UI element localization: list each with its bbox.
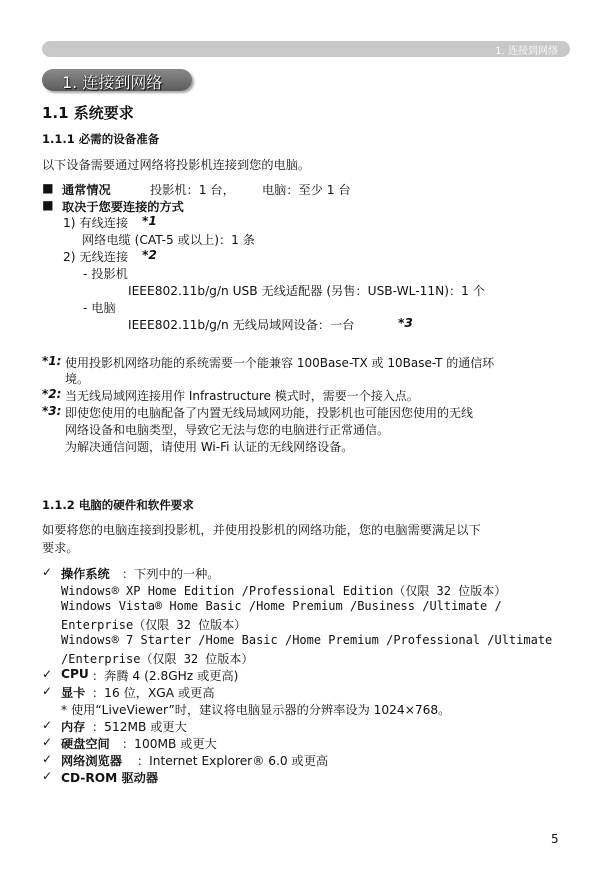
section-title: 1.1 系统要求	[42, 104, 134, 122]
checkmark-icon: ✓	[42, 752, 53, 766]
note-3-line: 网络设备和电脑类型，导致它无法与您的电脑进行正常通信。	[65, 423, 390, 437]
wireless-note-ref: *2	[142, 248, 157, 262]
req-memory-label: 内存	[61, 720, 86, 734]
req-os-line: /Enterprise（仅限 32 位版本）	[61, 652, 254, 666]
running-header-bar	[42, 41, 570, 57]
checkmark-icon: ✓	[42, 735, 53, 749]
req-memory-desc: ：512MB 或更大	[92, 720, 187, 734]
note-3-ref: *3:	[42, 404, 62, 418]
wireless-projector-detail: IEEE802.11b/g/n USB 无线适配器 (另售：USB-WL-11N)：1 个	[128, 284, 485, 298]
chapter-title: 1. 连接到网络	[62, 73, 163, 92]
req-gpu-label: 显卡	[61, 686, 86, 700]
req-disk-desc: ：100MB 或更大	[122, 737, 217, 751]
checkmark-icon: ✓	[42, 565, 53, 579]
sub2-intro-line: 如要将您的电脑连接到投影机，并使用投影机的网络功能，您的电脑需要满足以下	[42, 523, 481, 537]
req-gpu-note: * 使用“LiveViewer”时，建议将电脑显示器的分辨率设为 1024×768。	[61, 703, 451, 717]
checkmark-icon: ✓	[42, 684, 53, 698]
wired-detail: 网络电缆 (CAT-5 或以上)：1 条	[82, 233, 255, 247]
bullet-usual-label: 通常情况	[62, 183, 111, 197]
req-browser-desc: ：Internet Explorer® 6.0 或更高	[137, 754, 329, 768]
chapter-title-badge	[42, 69, 192, 91]
bullet-usual-computer: 电脑：至少 1 台	[262, 183, 351, 197]
note-2-line: 当无线局域网连接用作 Infrastructure 模式时，需要一个接入点。	[65, 389, 419, 403]
subsection-title-2: 1.1.2 电脑的硬件和软件要求	[42, 498, 194, 512]
req-browser-label: 网络浏览器	[61, 754, 122, 768]
note-1-ref: *1:	[42, 354, 62, 368]
note-3-line: 即使您使用的电脑配备了内置无线局域网功能，投影机也可能因您使用的无线	[65, 406, 474, 420]
wireless-label: 2) 无线连接	[63, 250, 129, 264]
req-os-line: Windows® XP Home Edition /Professional Edition（仅限 32 位版本）	[61, 584, 507, 598]
sub1-intro: 以下设备需要通过网络将投影机连接到您的电脑。	[42, 158, 311, 172]
subsection-title-1: 1.1.1 必需的设备准备	[42, 132, 160, 146]
req-os-line: Enterprise（仅限 32 位版本）	[61, 618, 247, 632]
note-1-line: 使用投影机网络功能的系统需要一个能兼容 100Base-TX 或 10Base-T 的通信环	[65, 356, 495, 370]
wireless-computer-label: - 电脑	[83, 301, 116, 315]
wired-note-ref: *1	[142, 214, 157, 228]
bullet-square-icon: ■	[42, 198, 54, 212]
sub2-intro-line: 要求。	[42, 541, 79, 555]
req-disk-label: 硬盘空间	[61, 737, 110, 751]
req-os-line: Windows Vista® Home Basic /Home Premium /Business /Ultimate /	[61, 599, 502, 613]
req-cpu-label: CPU	[61, 667, 89, 681]
note-2-ref: *2:	[42, 387, 62, 401]
checkmark-icon: ✓	[42, 718, 53, 732]
checkmark-icon: ✓	[42, 667, 53, 681]
note-3-line: 为解决通信问题，请使用 Wi-Fi 认证的无线网络设备。	[65, 440, 354, 454]
req-os-line: Windows® 7 Starter /Home Basic /Home Premium /Professional /Ultimate	[61, 633, 553, 647]
wireless-computer-note-ref: *3	[398, 316, 413, 330]
req-cdrom-label: CD-ROM 驱动器	[61, 771, 159, 785]
req-os-desc: ：下列中的一种。	[122, 567, 220, 581]
req-cpu-desc: ：奔腾 4 (2.8GHz 或更高)	[92, 669, 239, 683]
page-number: 5	[551, 832, 559, 846]
bullet-usual-projector: 投影机：1 台，	[150, 183, 235, 197]
note-1-line: 境。	[65, 372, 90, 386]
wireless-computer-detail: IEEE802.11b/g/n 无线局域网设备：一台	[128, 318, 355, 332]
req-os-label: 操作系统	[61, 567, 110, 581]
wireless-projector-label: - 投影机	[83, 267, 128, 281]
req-gpu-desc: ：16 位，XGA 或更高	[92, 686, 215, 700]
bullet-square-icon: ■	[42, 181, 54, 195]
checkmark-icon: ✓	[42, 769, 53, 783]
running-header-title: 1. 连接到网络	[495, 46, 558, 57]
bullet-method-label: 取决于您要连接的方式	[62, 200, 184, 214]
wired-label: 1) 有线连接	[63, 216, 129, 230]
